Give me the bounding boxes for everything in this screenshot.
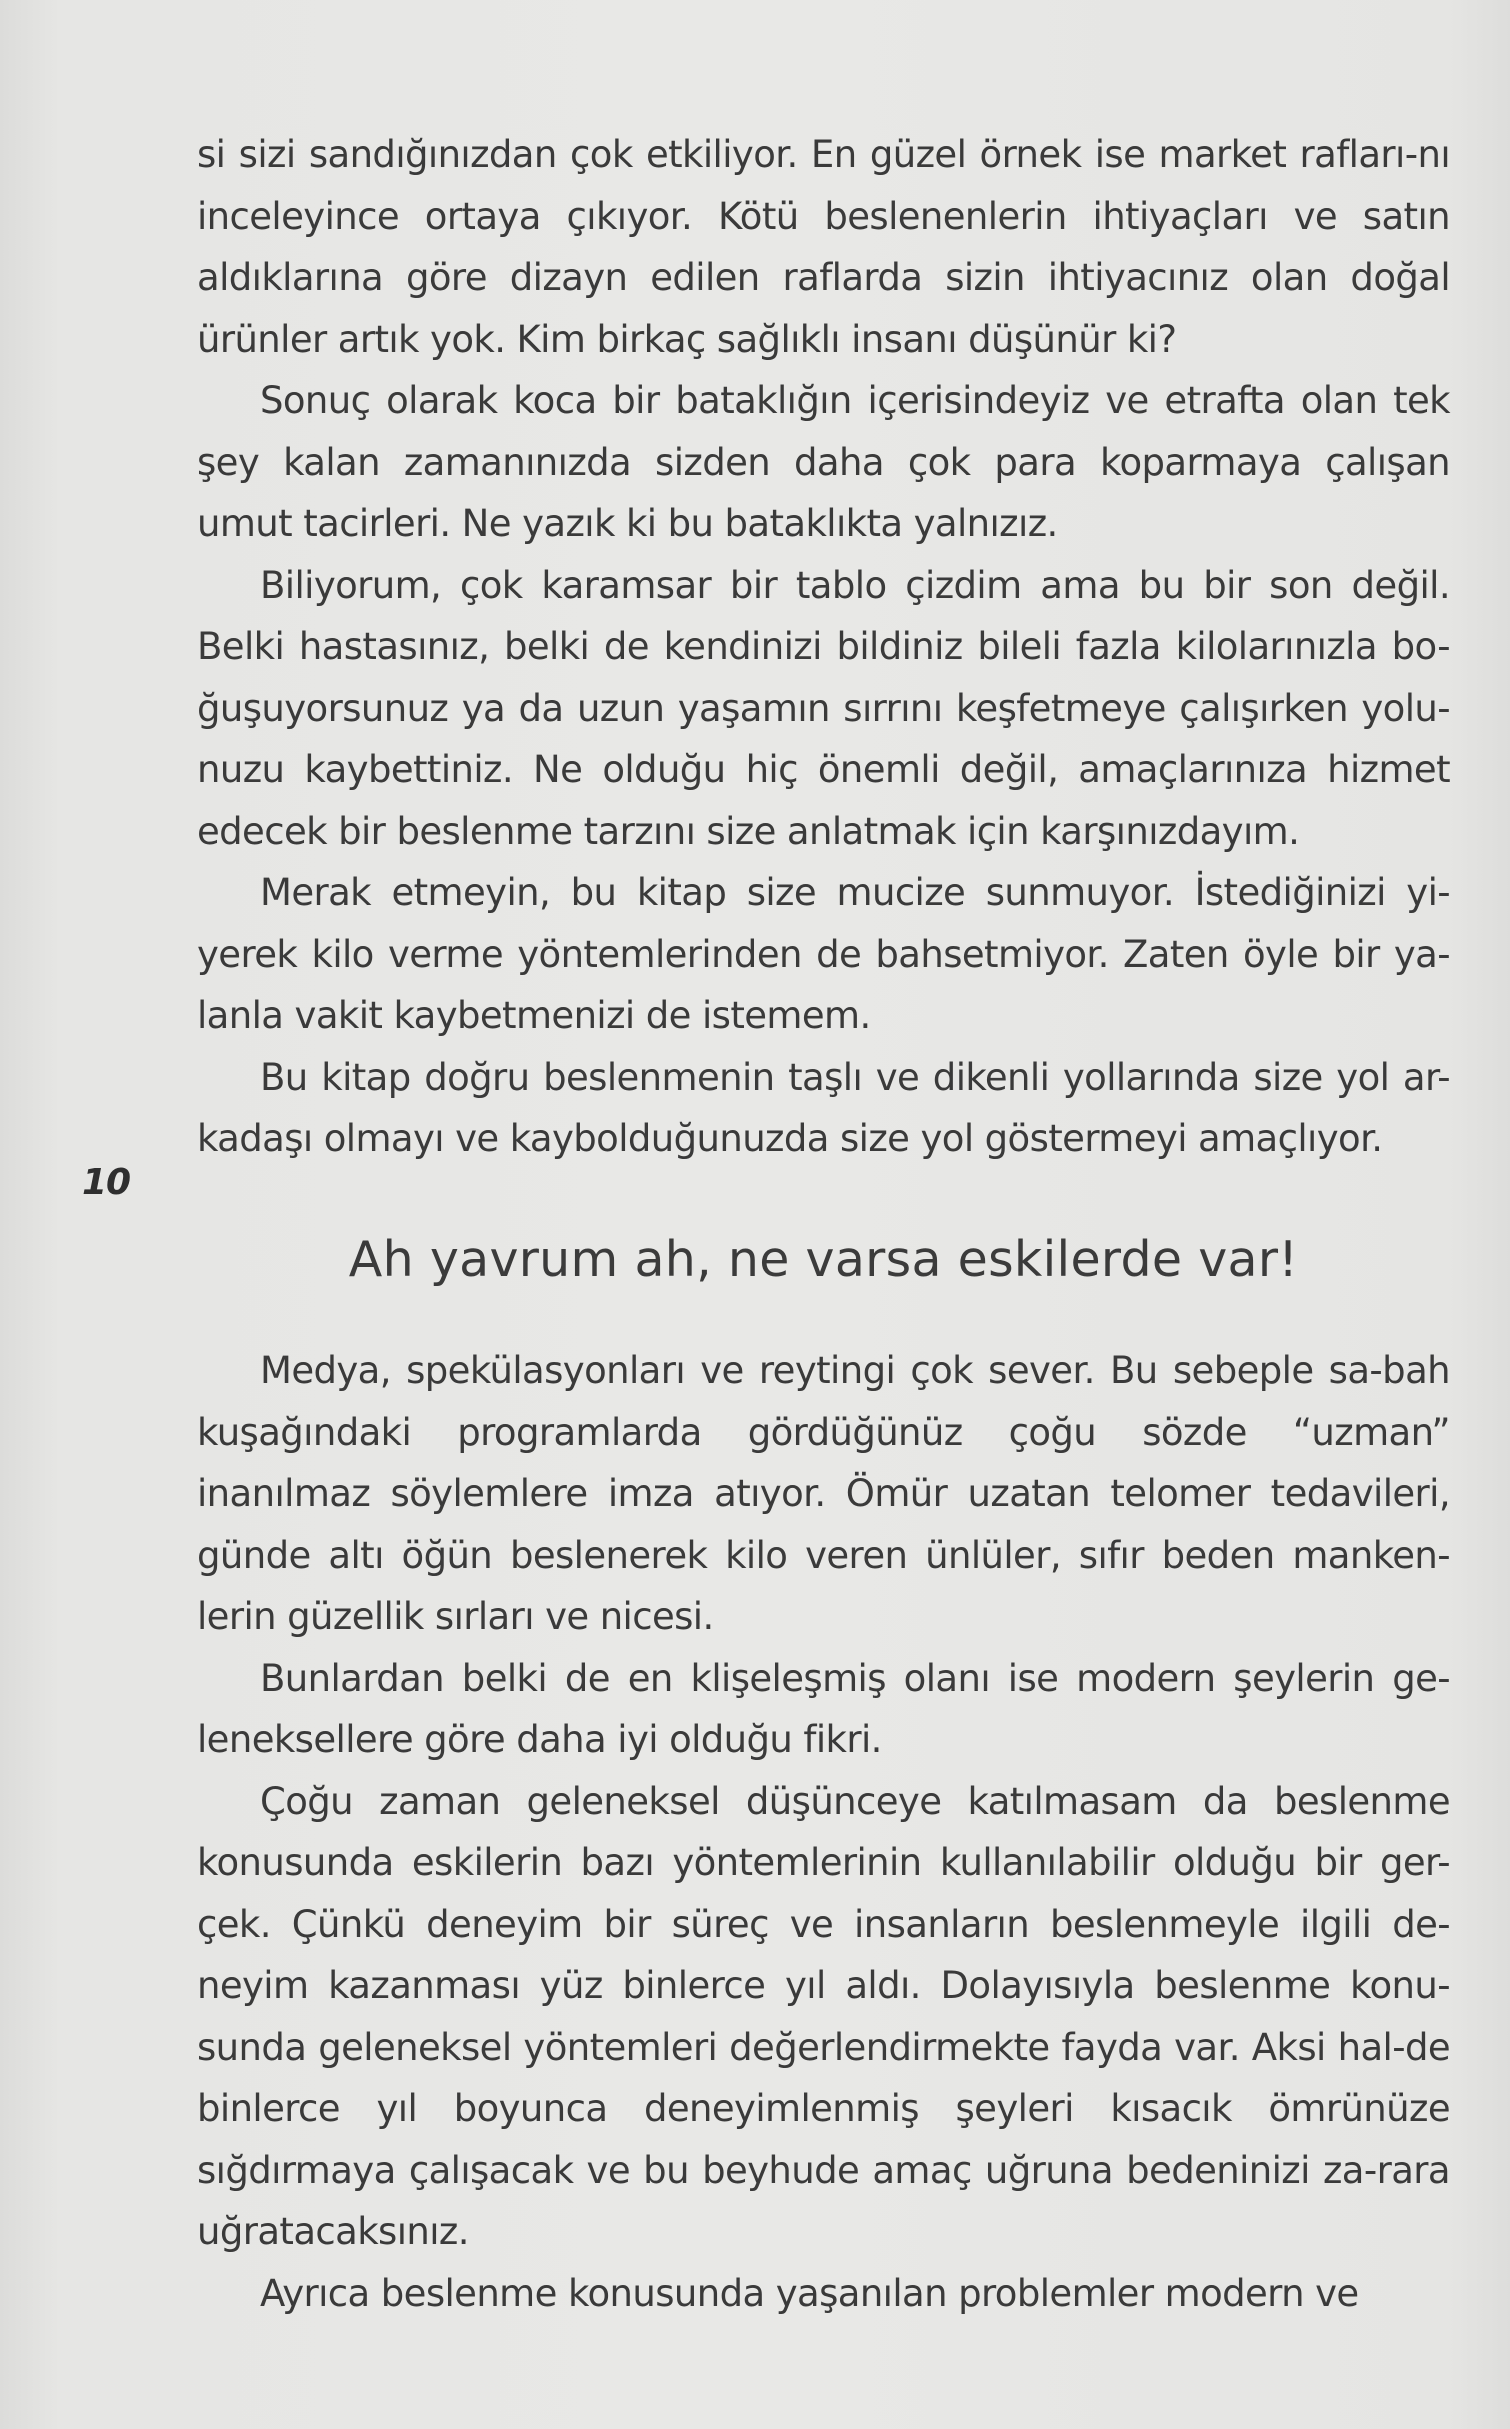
paragraph: Merak etmeyin, bu kitap size mucize sunmuyor. İstediğinizi yi-yerek kilo verme yöntemlerinden de bahsetmiyor. Zaten öyle bir ya-lanla vakit kaybetmenizi de istemem. xyxy=(197,871,1450,1037)
paragraph: Bunlardan belki de en klişeleşmiş olanı ise modern şeylerin ge-leneksellere göre daha iyi olduğu fikri. xyxy=(197,1656,1450,1761)
body-text-before-heading xyxy=(197,124,1450,1170)
paragraph: Bu kitap doğru beslenmenin taşlı ve dikenli yollarında size yol ar-kadaşı olmayı ve kaybolduğunuzda size yol göstermeyi amaçlıyor. xyxy=(197,1055,1450,1160)
page-number: 10 xyxy=(82,1162,131,1203)
section-heading: Ah yavrum ah, ne varsa eskilerde var! xyxy=(348,1231,1299,1288)
body-text-after-heading xyxy=(197,1340,1450,2324)
paragraph: si sizi sandığınızdan çok etkiliyor. En güzel örnek ise market rafları-nı inceleyince ortaya çıkıyor. Kötü beslenenlerin ihtiyaçları ve satın aldıklarına göre dizayn edilen raflarda sizin ihtiyacınız olan doğal ürünler artık yok. Kim birkaç sağlıklı insanı düşünür ki? xyxy=(197,133,1450,361)
paragraph: Biliyorum, çok karamsar bir tablo çizdim ama bu bir son değil. Belki hastasınız, belki de kendinizi bildiniz bileli fazla kilolarınızla bo-ğuşuyorsunuz ya da uzun yaşamın sırrını keşfetmeye çalışırken yolu-nuzu kaybettiniz. Ne olduğu hiç önemli değil, amaçlarınıza hizmet edecek bir beslenme tarzını size anlatmak için karşınızdayım. xyxy=(197,563,1450,853)
paragraph: Sonuç olarak koca bir bataklığın içerisindeyiz ve etrafta olan tek şey kalan zamanınızda sizden daha çok para koparmaya çalışan umut tacirleri. Ne yazık ki bu bataklıkta yalnızız. xyxy=(197,379,1450,545)
paragraph: Medya, spekülasyonları ve reytingi çok sever. Bu sebeple sa-bah kuşağındaki programlarda gördüğünüz çoğu sözde “uzman” inanılmaz söylemlere imza atıyor. Ömür uzatan telomer tedavileri, günde altı öğün beslenerek kilo veren ünlüler, sıfır beden manken-lerin güzellik sırları ve nicesi. xyxy=(197,1349,1450,1638)
paragraph: Çoğu zaman geleneksel düşünceye katılmasam da beslenme konusunda eskilerin bazı yöntemlerinin kullanılabilir olduğu bir ger-çek. Çünkü deneyim bir süreç ve insanların beslenmeyle ilgili de-neyim kazanması yüz binlerce yıl aldı. Dolayısıyla beslenme konu-sunda geleneksel yöntemleri değerlendirmekte fayda var. Aksi hal-de binlerce yıl boyunca deneyimlenmiş şeyleri kısacık ömrünüze sığdırmaya çalışacak ve bu beyhude amaç uğruna bedeninizi za-rara uğratacaksınız. xyxy=(197,1779,1450,2253)
paragraph: Ayrıca beslenme konusunda yaşanılan problemler modern ve xyxy=(260,2271,1359,2315)
